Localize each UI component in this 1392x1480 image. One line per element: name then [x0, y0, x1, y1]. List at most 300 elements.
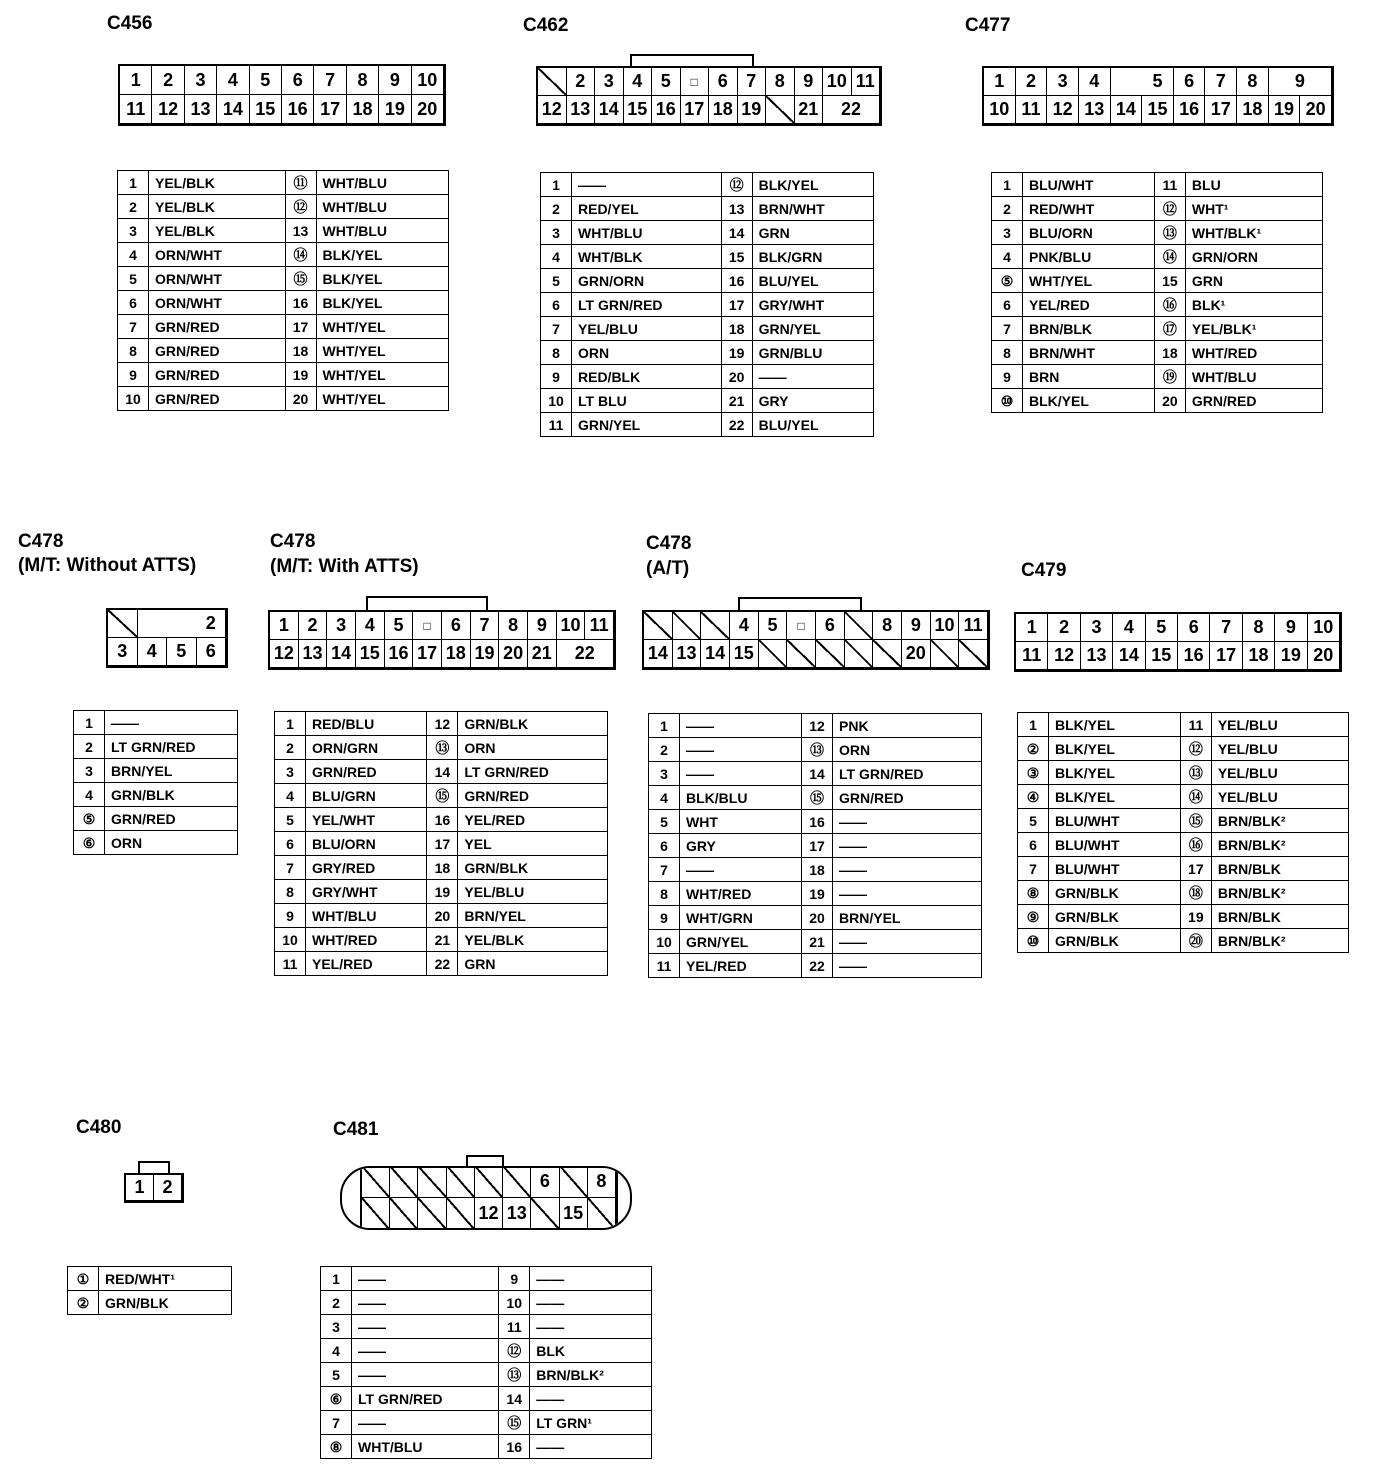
c462-pin-cell: [766, 96, 795, 124]
table-row: [74, 831, 238, 855]
terminal-number: 17: [1180, 857, 1211, 881]
c456-pin-cell: 7: [314, 66, 346, 95]
wire-color: GRN/BLK: [1049, 929, 1181, 953]
terminal-number: 13: [285, 219, 316, 243]
wire-color: YEL: [458, 832, 608, 856]
wire-color: WHT/BLU: [352, 1435, 499, 1459]
c478-mt-without-title: C478: [18, 531, 64, 552]
wire-color: ORN: [833, 738, 982, 762]
terminal-number: 11: [541, 413, 572, 437]
c478-at-pin-cell: 14: [644, 640, 673, 668]
table-row: [649, 762, 982, 786]
c478-mt-without-pin-table: [73, 710, 238, 855]
terminal-number: ⑬: [802, 738, 833, 762]
terminal-number: 19: [285, 363, 316, 387]
c477-pin-cell: 8: [1237, 68, 1269, 96]
terminal-number: 5: [649, 810, 680, 834]
table-row: [541, 341, 874, 365]
wire-color: GRY: [680, 834, 802, 858]
wire-color: YEL/BLU: [1211, 761, 1348, 785]
table-row: [275, 808, 608, 832]
terminal-number: 3: [992, 221, 1023, 245]
terminal-number: 9: [118, 363, 149, 387]
table-row: [118, 291, 449, 315]
wire-color: YEL/BLK: [149, 195, 286, 219]
c481-pin-cell: [390, 1198, 418, 1230]
c477-pin-cell: 6: [1174, 68, 1206, 96]
wire-color: BRN/BLK²: [1211, 881, 1348, 905]
c456-pin-table: [117, 170, 449, 411]
table-row: [992, 197, 1323, 221]
table-row: [275, 856, 608, 880]
wire-color: YEL/RED: [680, 954, 802, 978]
wire-color: WHT/YEL: [316, 363, 449, 387]
terminal-number: ⑫: [1180, 737, 1211, 761]
c477-pin-cell: 12: [1047, 96, 1079, 124]
table-row: [321, 1435, 652, 1459]
terminal-number: ⑫: [1154, 197, 1185, 221]
c479-pin-cell: 6: [1178, 614, 1210, 642]
wire-color: BLU/YEL: [752, 413, 873, 437]
wire-color: BRN/BLK²: [1211, 929, 1348, 953]
c456-pin-cell: 16: [282, 95, 314, 124]
table-row: [275, 952, 608, 976]
terminal-number: 3: [541, 221, 572, 245]
table-row: [992, 293, 1323, 317]
c481-pin-cell: 6: [531, 1166, 559, 1198]
wire-color: GRN/RED: [105, 807, 238, 831]
wire-color: ORN: [572, 341, 722, 365]
wire-color: YEL/RED: [458, 808, 608, 832]
table-row: [74, 711, 238, 735]
c479-pin-cell: 14: [1113, 642, 1145, 670]
c478-at-pin-cell: [787, 640, 816, 668]
terminal-number: 6: [1018, 833, 1049, 857]
terminal-number: 18: [721, 317, 752, 341]
terminal-number: 11: [275, 952, 306, 976]
terminal-number: 8: [649, 882, 680, 906]
c479-pin-cell: 3: [1081, 614, 1113, 642]
c481-pin-table: [320, 1266, 652, 1459]
terminal-number: 8: [541, 341, 572, 365]
terminal-number: 6: [275, 832, 306, 856]
terminal-number: ⑱: [1180, 881, 1211, 905]
terminal-number: 1: [118, 171, 149, 195]
wire-color: WHT¹: [1185, 197, 1322, 221]
c478-mt-without-pin-cell: 6: [197, 638, 227, 666]
wire-color: GRN/RED: [149, 387, 286, 411]
wire-color: BLK/YEL: [752, 173, 873, 197]
wire-color: YEL/BLU: [1211, 737, 1348, 761]
c478-mt-with-pin-cell: 10: [557, 612, 586, 640]
wire-color: WHT/BLU: [1185, 365, 1322, 389]
c477-pin-cell: 3: [1047, 68, 1079, 96]
terminal-number: 21: [802, 930, 833, 954]
terminal-number: 9: [499, 1267, 530, 1291]
c481-pin-cell: [531, 1198, 559, 1230]
terminal-number: 1: [74, 711, 105, 735]
wire-color: BLU/WHT: [1023, 173, 1155, 197]
terminal-number: 2: [992, 197, 1023, 221]
c478-mt-with-pin-cell: 12: [270, 640, 299, 668]
wire-color: ——: [752, 365, 873, 389]
table-row: [321, 1411, 652, 1435]
table-row: [1018, 761, 1349, 785]
wire-color: GRN/ORN: [572, 269, 722, 293]
terminal-number: 2: [321, 1291, 352, 1315]
c477-pin-cell: 14: [1111, 96, 1143, 124]
wire-color: BRN/BLK: [1023, 317, 1155, 341]
wire-color: ORN/WHT: [149, 243, 286, 267]
terminal-number: ⑩: [1018, 929, 1049, 953]
table-row: [649, 786, 982, 810]
wire-color: GRN/BLK: [105, 783, 238, 807]
table-row: [541, 389, 874, 413]
wire-color: ——: [352, 1315, 499, 1339]
wire-color: ——: [833, 954, 982, 978]
terminal-number: ⑲: [1154, 365, 1185, 389]
c478-mt-with-connector-face: [268, 610, 616, 670]
wire-color: BLK/YEL: [316, 291, 449, 315]
table-row: [541, 317, 874, 341]
terminal-number: ⑫: [721, 173, 752, 197]
c481-pin-cell: [418, 1166, 446, 1198]
terminal-number: ⑭: [1154, 245, 1185, 269]
wire-color: BLU/YEL: [752, 269, 873, 293]
table-row: [321, 1387, 652, 1411]
wire-color: WHT/BLK: [572, 245, 722, 269]
wire-color: BRN/WHT: [752, 197, 873, 221]
terminal-number: ⑬: [1154, 221, 1185, 245]
c481-pin-cell: [588, 1198, 616, 1230]
terminal-number: ⑧: [1018, 881, 1049, 905]
c456-pin-cell: 20: [412, 95, 444, 124]
wire-color: LT GRN/RED: [105, 735, 238, 759]
c479-pin-cell: 16: [1178, 642, 1210, 670]
c456-pin-cell: 10: [412, 66, 444, 95]
wire-color: ORN/WHT: [149, 291, 286, 315]
terminal-number: 6: [649, 834, 680, 858]
c456-pin-cell: 8: [347, 66, 379, 95]
wire-color: ——: [352, 1363, 499, 1387]
terminal-number: 8: [992, 341, 1023, 365]
terminal-number: 13: [721, 197, 752, 221]
wire-color: WHT/YEL: [316, 315, 449, 339]
wire-color: GRN/BLK: [458, 712, 608, 736]
table-row: [1018, 881, 1349, 905]
terminal-number: 7: [1018, 857, 1049, 881]
terminal-number: 4: [992, 245, 1023, 269]
terminal-number: 11: [1180, 713, 1211, 737]
terminal-number: 14: [721, 221, 752, 245]
table-row: [1018, 833, 1349, 857]
terminal-number: 11: [499, 1315, 530, 1339]
c478-at-pin-cell: □: [787, 612, 816, 640]
c462-pin-cell: 5: [652, 68, 681, 96]
c480-locking-tab: [138, 1161, 170, 1173]
c462-pin-cell: 2: [567, 68, 596, 96]
wire-color: WHT: [680, 810, 802, 834]
wire-color: GRY/WHT: [306, 880, 427, 904]
c456-title: C456: [107, 13, 153, 34]
terminal-number: 4: [649, 786, 680, 810]
c478-at-pin-cell: 8: [873, 612, 902, 640]
table-row: [541, 365, 874, 389]
c481-pin-cell: [475, 1166, 503, 1198]
terminal-number: 9: [541, 365, 572, 389]
c478-at-pin-cell: 15: [730, 640, 759, 668]
c477-pin-cell: 19: [1269, 96, 1301, 124]
terminal-number: 10: [541, 389, 572, 413]
c481-pin-cell: [447, 1198, 475, 1230]
c480-pin-cell: 2: [154, 1175, 182, 1201]
terminal-number: 21: [721, 389, 752, 413]
wire-color: YEL/RED: [1023, 293, 1155, 317]
table-row: [74, 759, 238, 783]
terminal-number: ⑬: [427, 736, 458, 760]
c462-pin-cell: [538, 68, 567, 96]
table-row: [118, 363, 449, 387]
terminal-number: 1: [321, 1267, 352, 1291]
terminal-number: 16: [802, 810, 833, 834]
wire-color: ——: [352, 1267, 499, 1291]
c478-at-pin-cell: [816, 640, 845, 668]
c478-mt-with-pin-cell: 2: [299, 612, 328, 640]
c478-mt-with-pin-cell: 5: [385, 612, 414, 640]
c456-pin-cell: 9: [379, 66, 411, 95]
wire-color: GRY: [752, 389, 873, 413]
table-row: [649, 906, 982, 930]
c480-title: C480: [76, 1117, 122, 1138]
wire-color: BRN/BLK²: [1211, 809, 1348, 833]
wire-color: BLU: [1185, 173, 1322, 197]
c478-at-title: C478: [646, 533, 692, 554]
terminal-number: 1: [541, 173, 572, 197]
table-row: [1018, 929, 1349, 953]
c479-pin-cell: 5: [1146, 614, 1178, 642]
terminal-number: 3: [275, 760, 306, 784]
terminal-number: 6: [992, 293, 1023, 317]
wire-color: BLK/YEL: [1049, 761, 1181, 785]
terminal-number: 1: [649, 714, 680, 738]
table-row: [74, 783, 238, 807]
c479-pin-cell: 2: [1048, 614, 1080, 642]
terminal-number: 18: [1154, 341, 1185, 365]
terminal-number: ⑮: [802, 786, 833, 810]
c479-pin-cell: 10: [1308, 614, 1340, 642]
wire-color: LT GRN/RED: [352, 1387, 499, 1411]
terminal-number: 3: [321, 1315, 352, 1339]
terminal-number: 18: [802, 858, 833, 882]
c456-pin-cell: 19: [379, 95, 411, 124]
terminal-number: 2: [275, 736, 306, 760]
terminal-number: 16: [427, 808, 458, 832]
c462-pin-cell: 8: [766, 68, 795, 96]
terminal-number: 17: [427, 832, 458, 856]
c478-mt-without-pin-cell: 4: [138, 638, 168, 666]
terminal-number: 3: [118, 219, 149, 243]
c479-pin-cell: 11: [1016, 642, 1048, 670]
table-row: [275, 736, 608, 760]
c481-pin-cell: 12: [475, 1198, 503, 1230]
wire-color: BRN/BLK: [1211, 857, 1348, 881]
c478-mt-with-pin-table: [274, 711, 608, 976]
terminal-number: 14: [802, 762, 833, 786]
terminal-number: ⑫: [285, 195, 316, 219]
wire-color: PNK: [833, 714, 982, 738]
wire-color: WHT/BLU: [316, 219, 449, 243]
wire-color: GRN/RED: [833, 786, 982, 810]
c478-mt-with-subtitle: (M/T: With ATTS): [270, 556, 419, 577]
table-row: [74, 735, 238, 759]
wire-color: ORN/GRN: [306, 736, 427, 760]
table-row: [1018, 905, 1349, 929]
terminal-number: ⑪: [285, 171, 316, 195]
terminal-number: ⑰: [1154, 317, 1185, 341]
c456-pin-cell: 4: [217, 66, 249, 95]
terminal-number: ⑨: [1018, 905, 1049, 929]
wire-color: ——: [680, 738, 802, 762]
terminal-number: ⑯: [1180, 833, 1211, 857]
c477-pin-cell: 5: [1142, 68, 1174, 96]
c477-pin-cell: 10: [984, 96, 1016, 124]
c462-pin-cell: 14: [595, 96, 624, 124]
table-row: [275, 712, 608, 736]
wire-color: BLK/BLU: [680, 786, 802, 810]
c456-pin-cell: 14: [217, 95, 249, 124]
table-row: [1018, 713, 1349, 737]
wire-color: BRN/BLK²: [530, 1363, 652, 1387]
wire-color: GRN/ORN: [1185, 245, 1322, 269]
c478-at-pin-cell: 14: [701, 640, 730, 668]
terminal-number: ④: [1018, 785, 1049, 809]
terminal-number: 5: [321, 1363, 352, 1387]
wire-color: GRN/BLK: [458, 856, 608, 880]
c481-title: C481: [333, 1119, 379, 1140]
c478-at-pin-cell: [873, 640, 902, 668]
c462-pin-cell: 6: [709, 68, 738, 96]
c477-pin-cell: 4: [1079, 68, 1111, 96]
c462-pin-cell: 4: [624, 68, 653, 96]
c480-pin-cell: 1: [126, 1175, 154, 1201]
terminal-number: ⑯: [1154, 293, 1185, 317]
wire-color: LT GRN/RED: [458, 760, 608, 784]
wire-color: YEL/BLK: [149, 171, 286, 195]
c479-pin-cell: 18: [1243, 642, 1275, 670]
terminal-number: 8: [275, 880, 306, 904]
table-row: [541, 413, 874, 437]
table-row: [321, 1267, 652, 1291]
terminal-number: 5: [1018, 809, 1049, 833]
c462-pin-cell: 16: [652, 96, 681, 124]
c477-connector-face: [982, 66, 1334, 126]
c478-mt-with-pin-cell: 9: [528, 612, 557, 640]
c456-pin-cell: 17: [314, 95, 346, 124]
c478-mt-without-subtitle: (M/T: Without ATTS): [18, 555, 197, 576]
wire-color: YEL/BLU: [458, 880, 608, 904]
c478-mt-with-pin-cell: 17: [413, 640, 442, 668]
terminal-number: ⑳: [1180, 929, 1211, 953]
wire-color: BLK/YEL: [1023, 389, 1155, 413]
table-row: [992, 269, 1323, 293]
terminal-number: 19: [802, 882, 833, 906]
terminal-number: ⑬: [499, 1363, 530, 1387]
table-row: [275, 832, 608, 856]
terminal-number: 17: [721, 293, 752, 317]
c456-pin-cell: 11: [120, 95, 152, 124]
c478-at-pin-cell: [845, 640, 874, 668]
table-row: [118, 315, 449, 339]
terminal-number: 11: [1154, 173, 1185, 197]
terminal-number: 14: [499, 1387, 530, 1411]
table-row: [649, 930, 982, 954]
wire-color: WHT/YEL: [316, 387, 449, 411]
terminal-number: 19: [427, 880, 458, 904]
c478-mt-with-pin-cell: 22: [557, 640, 614, 668]
c478-mt-with-pin-cell: 16: [385, 640, 414, 668]
c478-at-pin-cell: [673, 612, 702, 640]
terminal-number: 17: [285, 315, 316, 339]
wire-color: BLK/YEL: [1049, 713, 1181, 737]
c478-mt-with-pin-cell: 20: [499, 640, 528, 668]
table-row: [118, 243, 449, 267]
wire-color: GRN/BLK: [1049, 881, 1181, 905]
terminal-number: 22: [427, 952, 458, 976]
wire-color: GRN/RED: [149, 315, 286, 339]
wire-color: ——: [530, 1387, 652, 1411]
c477-pin-table: [991, 172, 1323, 413]
terminal-number: 20: [285, 387, 316, 411]
c478-mt-with-pin-cell: 21: [528, 640, 557, 668]
c481-pin-cell: [418, 1198, 446, 1230]
terminal-number: 19: [1180, 905, 1211, 929]
c478-mt-with-pin-cell: 3: [327, 612, 356, 640]
c481-pin-cell: [447, 1166, 475, 1198]
c481-pin-cell: 15: [560, 1198, 588, 1230]
wire-color: YEL/BLK: [458, 928, 608, 952]
table-row: [649, 810, 982, 834]
terminal-number: 15: [721, 245, 752, 269]
c478-at-pin-cell: 10: [931, 612, 960, 640]
c478-at-pin-cell: 11: [959, 612, 988, 640]
c456-pin-cell: 13: [185, 95, 217, 124]
c479-pin-cell: 12: [1048, 642, 1080, 670]
table-row: [118, 219, 449, 243]
wire-color: BLU/ORN: [1023, 221, 1155, 245]
terminal-number: ②: [1018, 737, 1049, 761]
c478-mt-with-pin-cell: 19: [471, 640, 500, 668]
table-row: [649, 738, 982, 762]
terminal-number: 7: [649, 858, 680, 882]
table-row: [74, 807, 238, 831]
table-row: [275, 880, 608, 904]
c479-title: C479: [1021, 560, 1067, 581]
c481-pin-cell: [390, 1166, 418, 1198]
terminal-number: 4: [275, 784, 306, 808]
c479-pin-cell: 13: [1081, 642, 1113, 670]
wire-color: BLU/GRN: [306, 784, 427, 808]
wire-color: YEL/WHT: [306, 808, 427, 832]
terminal-number: 9: [275, 904, 306, 928]
c477-pin-cell: 11: [1016, 96, 1048, 124]
c478-mt-with-pin-cell: 13: [299, 640, 328, 668]
terminal-number: 20: [427, 904, 458, 928]
c480-connector-face: [124, 1173, 184, 1203]
wire-color: BRN/YEL: [105, 759, 238, 783]
wire-color: YEL/BLU: [1211, 785, 1348, 809]
terminal-number: 10: [275, 928, 306, 952]
terminal-number: 22: [802, 954, 833, 978]
